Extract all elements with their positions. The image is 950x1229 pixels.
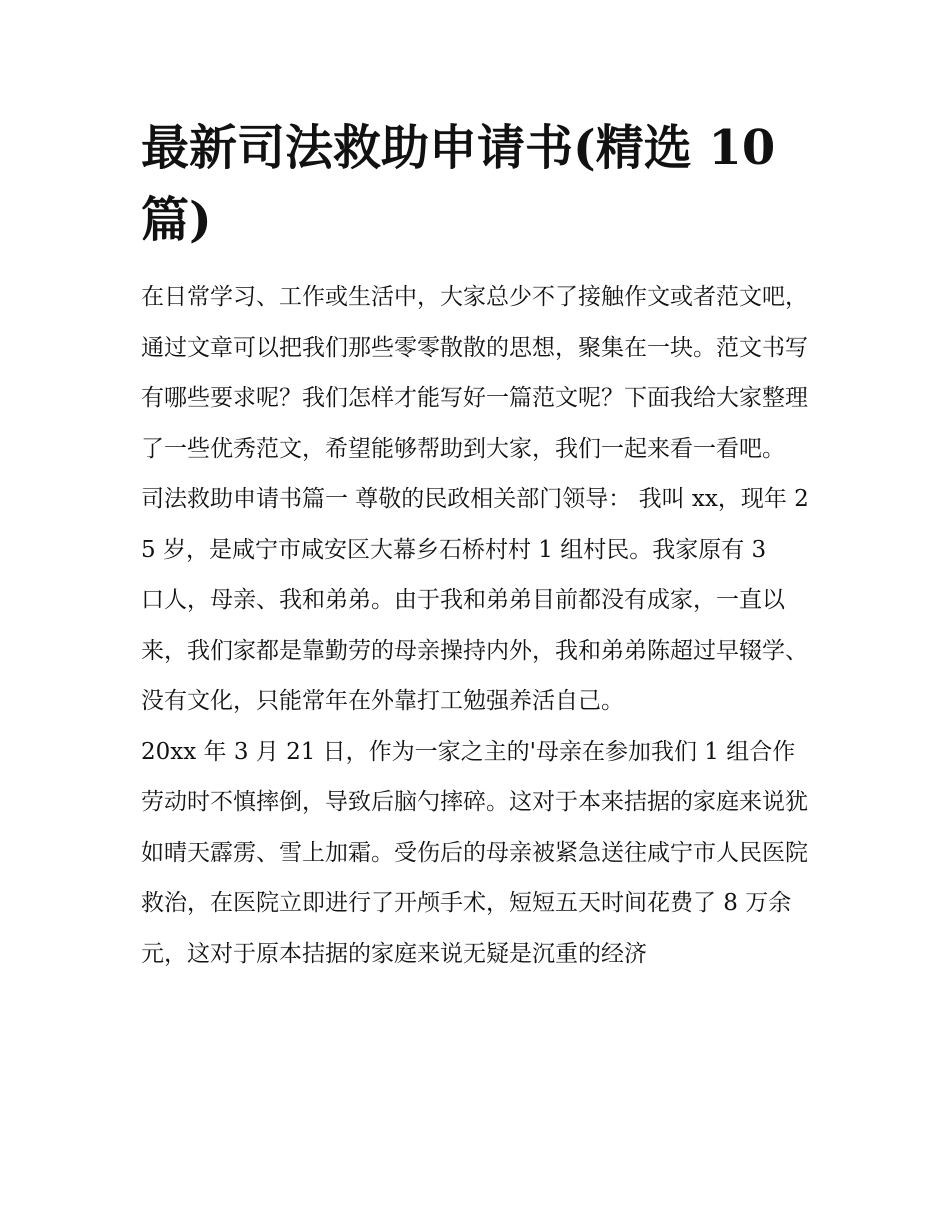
document-content	[141, 112, 813, 979]
document-title: 最新司法救助申请书(精选 10 篇)	[141, 120, 776, 248]
paragraph-intro: 在日常学习、工作或生活中，大家总少不了接触作文或者范文吧，通过文章可以把我们那些零零散散的思想，聚集在一块。范文书写有哪些要求呢？我们怎样才能写好一篇范文呢？下面我给大家整理了一些优秀范文，希望能够帮助到大家，我们一起来看一看吧。	[141, 284, 808, 462]
paragraph-family: 口人，母亲、我和弟弟。由于我和弟弟目前都没有成家，一直以来，我们家都是靠勤劳的母亲操持内外，我和弟弟陈超过早辍学、没有文化，只能常年在外靠打工勉强养活自己。	[141, 587, 808, 714]
document-body	[141, 272, 813, 979]
paragraph-letter-opening: 司法救助申请书篇一 尊敬的民政相关部门领导： 我叫 xx，现年 25 岁，是咸宁市咸安区大幕乡石桥村村 1 组村民。我家原有 3	[141, 486, 809, 563]
paragraph-accident: 20xx 年 3 月 21 日，作为一家之主的'母亲在参加我们 1 组合作劳动时不慎摔倒，导致后脑勺摔碎。这对于本来拮据的家庭来说犹如晴天霹雳、雪上加霜。受伤后的母亲被紧急送往咸宁市人民医院救治，在医院立即进行了开颅手术，短短五天时间花费了 8 万余元，这对于原本拮据的家庭来说无疑是沉重的经济	[141, 738, 808, 967]
